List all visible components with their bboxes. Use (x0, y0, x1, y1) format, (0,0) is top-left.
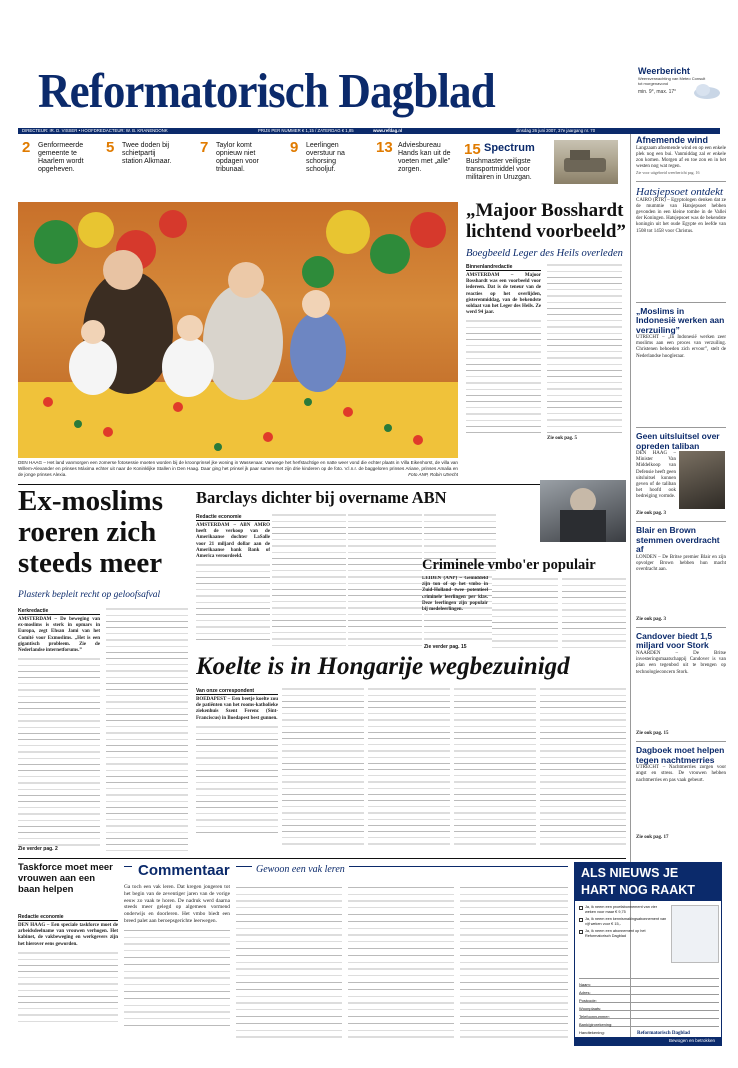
exmoslims-tag: Kerkredactie (18, 608, 100, 615)
ad-slogan-bar (575, 1037, 721, 1045)
minister-photo (679, 451, 725, 509)
spectrum-teaser[interactable] (462, 140, 618, 196)
vmbo-article (422, 576, 626, 650)
koelte-article (196, 686, 626, 850)
teaser-page-number: 2 (22, 140, 31, 156)
bosshardt-headline[interactable]: „Majoor Bosshardt lichtend voorbeeld” (466, 200, 626, 242)
ad-field[interactable] (579, 971, 719, 987)
bosshardt-body (466, 318, 541, 438)
blair-headline[interactable]: Blair en Brown stemmen overdracht af (636, 525, 720, 555)
teaser-page-number: 13 (376, 140, 393, 156)
commentaar-title: Commentaar (132, 862, 236, 880)
afnemende-wind-more: Zie voor uitgebreid weerbericht pag. 16 (636, 170, 700, 176)
spectrum-photo (554, 140, 618, 184)
bosshardt-article (466, 262, 626, 442)
dagboek-text: UTRECHT – Nachtmerries zorgen voor angst en stress. De vrouwen hebben nachtmerries en pas vaak gebeurt. (636, 765, 726, 783)
teaser-item[interactable] (196, 140, 276, 196)
weather-box (638, 66, 722, 112)
ad-field-label: Telefoonnummer: (579, 1014, 610, 1019)
teaser-page-number: 15 (464, 141, 481, 158)
ad-option-label: Ja, ik neem een abonnement op het Reformatorisch Dagblad (585, 929, 646, 938)
ad-field[interactable] (579, 1011, 719, 1027)
ad-newspaper-image (671, 905, 719, 963)
koelte-tag: Van onze correspondent (196, 688, 278, 695)
taskforce-article (18, 912, 118, 1042)
barclays-tag: Redactie economie (196, 514, 270, 521)
taliban-more: Zie ook pag. 3 (636, 511, 667, 517)
hatsjepsoet-text: CAIRO (RTR) – Egyptologen denken dat ze de mummie van Hatsjepsoet hebben gevonden in een kleine tombe in de Vallei der Koningen. Hatsjepsoet was de bekendste koningin uit het oude Egypte en leefde van 1508 tot 1458 voor Christus. (636, 197, 726, 234)
royal-family-photo (18, 202, 458, 458)
weather-temp: min. 9°, max. 17° (638, 89, 677, 95)
info-price: PRIJS PER NUMMER € 1,15 / ZATERDAG € 1,85 (258, 128, 354, 133)
koelte-headline[interactable]: Koelte is in Hongarije wegbezuinigd (196, 653, 570, 680)
exmoslims-lead: AMSTERDAM – De beweging van ex-moslims is sterk in opmars in Europa, zegt Ehsan Jami van het Comité voor Exmoslims. „Het is een gigantisch probleem. Zie de Nederlandse internetforums.” (18, 617, 100, 654)
barclays-more[interactable]: Zie verder pag. 15 (424, 644, 496, 650)
vmbo-lead: LEIDEN (ANP) – Gemiddeld zijn ton of op het vmbo in Zuid-Holland twee potentieel criminele leerlingen per klas. Deze leerlingen zijn populair bij medeleerlingen. (422, 576, 488, 613)
photo-caption-text: DEN HAAG – Het land vanmorgen een zomerse fotosessie moeten worden bij de kroonprinsel jke woning in Wassenaar. Vanwege het herfstachtige en natte weer vond die echter plaats in Villa Eikenhorst, de villa van Willem-Alexander en prinses Máxima echter uit naar de Koninklijke Stallen in Den Haag. Daar ging het prinsel jk paar samen met zijn drie kinderen op de foto. V.l.n.r. de baggeloren prinses Ariane, prinses Amalia en de jonge prinses Alexia. (18, 460, 458, 477)
teaser-text: Bushmaster veiligste transportmiddel voor militairen in Uruzgan. (466, 158, 532, 181)
taskforce-tag: Redactie economie (18, 914, 118, 921)
commentaar-article (124, 884, 568, 1042)
afnemende-wind-headline[interactable]: Afnemende wind (636, 135, 709, 145)
weather-line-2: tot morgenavond (638, 81, 669, 86)
weather-title: Weerbericht (638, 66, 690, 76)
ad-field[interactable] (579, 995, 719, 1011)
teaser-text: Twee doden bij schietpartij station Alkmaar. (122, 142, 172, 165)
teaser-bar (18, 140, 618, 200)
masthead-title: Reformatorisch Dagblad (38, 63, 495, 118)
ad-field-label: Handtekening: (579, 1030, 605, 1035)
ad-field-label: Postcode: (579, 998, 597, 1003)
exmoslims-subheadline: Plasterk bepleit recht op geloofsafval (18, 590, 161, 600)
candover-headline[interactable]: Candover biedt 1,5 miljard voor Stork (636, 630, 713, 651)
ad-option-label: Ja, ik neem een proefabonnement van vier weken voor maar € 9,75 (585, 905, 657, 914)
taskforce-headline[interactable]: Taskforce moet meer vrouwen aan een baan helpen (18, 862, 113, 895)
exmoslims-headline[interactable]: Ex-moslims roeren zich steeds meer (18, 486, 163, 579)
ad-field-label: Adres: (579, 990, 591, 995)
teaser-page-number: 5 (106, 140, 115, 156)
ad-option[interactable] (579, 905, 667, 914)
ad-field-label: Naam: (579, 982, 591, 987)
teaser-text: Taylor komt opnieuw niet opdagen voor tribunaal. (216, 142, 259, 173)
photo-illustration (18, 202, 458, 458)
teaser-item[interactable] (286, 140, 366, 196)
bosshardt-lead: AMSTERDAM – Majoor Bosshardt was een voorbeeld voor iedereen. Dat is de teneur van de reacties op het overlijden, gisterenmiddag, van de bekendste soldaat van het Leger des Heils. Ze werd 94 jaar. (466, 273, 541, 316)
ad-field[interactable] (579, 1003, 719, 1019)
subscription-ad (574, 862, 722, 1046)
ad-slogan: Bewogen en betrokken (668, 1038, 715, 1043)
commentaar-lead: Ga toch een vak leren. Dat kregen jongeren tot het begin van de zeventiger jaren van de vorige eeuw zo vaak te horen. De nadruk werd daarna steeds meer gelegd op algemeen vormend onderwijs en doorleren. Het vmbo biedt een breed palet aan beroepsgerichte leerwegen. (124, 884, 230, 924)
dagboek-headline[interactable]: Dagboek moet helpen tegen nachtmerries (636, 745, 725, 765)
moslims-headline[interactable]: „Moslims in Indonesië werken aan verzuiling” (636, 305, 725, 335)
taskforce-lead: DEN HAAG – Een speciale taskforce moet de arbeidsdeelname van vrouwen verhogen. Het kabinet, de vakbeweging en werkgevers zijn het hierover eens geworden. (18, 923, 118, 947)
exmoslims-body-col2 (106, 606, 188, 852)
teaser-item[interactable] (18, 140, 93, 196)
exmoslims-more[interactable]: Zie verder pag. 2 (18, 846, 58, 853)
teaser-page-number: 9 (290, 140, 299, 156)
bosshardt-more[interactable]: Zie ook pag. 5 (547, 436, 622, 442)
checkbox[interactable] (579, 906, 583, 910)
taliban-text: DEN HAAG – Minister Van Middelkoop van Defensie heeft geen uitsluitsel kunnen geven of de taliban het hoofd ook bedreiging vormde. (636, 451, 676, 500)
dagboek-more: Zie ook pag. 17 (636, 835, 669, 841)
info-date: dinsdag 26 juni 2007, 37e jaargang nr. 70 (516, 128, 596, 133)
teaser-text: Genformeerde gemeente te Haarlem wordt opgeheven. (38, 142, 84, 173)
info-web[interactable]: www.refdag.nl (373, 128, 403, 133)
ad-option[interactable] (579, 917, 667, 926)
ad-field[interactable] (579, 979, 719, 995)
blair-more: Zie ook pag. 3 (636, 616, 667, 622)
barclays-headline[interactable]: Barclays dichter bij overname ABN (196, 488, 447, 507)
checkbox[interactable] (579, 930, 583, 934)
teaser-text: Adviesbureau Hands kan uit de voeten met „alle” zorgen. (398, 142, 451, 173)
candover-more: Zie ook pag. 15 (636, 730, 669, 736)
ad-title: ALS NIEUWS JE HART NOG RAAKT (575, 863, 721, 901)
barclays-lead: AMSTERDAM – ABN AMRO heeft de verkoop van de Amerikaanse dochter LaSalle voor 21 miljard dollar aan de Amerikaanse bank Bank of America veroordeeld. (196, 523, 270, 560)
teaser-item[interactable] (102, 140, 177, 196)
ad-option-label: Ja, ik neem een kennismakingsabonnement van vijf weken voor € 15,- (585, 917, 667, 926)
bosshardt-subheadline: Boegbeeld Leger des Heils overleden (466, 248, 623, 259)
blair-text: LONDEN – De Britse premier Blair en zijn opvolger Brown hebben hun macht overdracht aan. (636, 554, 726, 573)
exmoslims-article (18, 606, 188, 858)
spectrum-label: Spectrum (484, 142, 535, 154)
hatsjepsoet-headline[interactable]: Hatsjepsoet ontdekt (636, 185, 724, 198)
ad-field-label: Woonplaats: (579, 1006, 602, 1011)
teaser-page-number: 7 (200, 140, 209, 156)
vmbo-headline[interactable]: Criminele vmbo'er populair (422, 557, 596, 573)
ad-brand: Reformatorisch Dagblad (637, 1031, 690, 1036)
weather-line-1: Weersverwachting van Meteo Consult (638, 76, 706, 81)
photo-caption (18, 460, 458, 482)
exmoslims-body (18, 656, 100, 846)
photo-credit: Foto ANP, Robin Utrecht (408, 471, 458, 477)
ad-field-label: Bank/girorekening: (579, 1022, 613, 1027)
prostitution-photo (540, 480, 626, 542)
taliban-headline[interactable]: Geen uitsluitsel over opreden taliban (636, 431, 720, 451)
afnemende-wind-text: Langzaam afnemende wind en op een enkele plek nog een bui. Vanmiddag zal er enkele zon komen. Morgen af en toe zon en in het westen nog wat regen. (636, 145, 726, 170)
koelte-lead: BOEDAPEST – Een beetje koelte zou de patiënten van het rooms-katholieke ziekenhuis Szent Ferenc (Sint-Franciscus) in Boedapest best gunnen. (196, 697, 278, 721)
teaser-item[interactable] (374, 140, 454, 196)
candover-text: NAARDEN – De Britse investeringsmaatschappij Candover is van plan een tegenbod uit te brengen op technologieconcern Stork. (636, 650, 726, 675)
ad-option[interactable] (579, 929, 667, 938)
cloud-icon (692, 82, 722, 100)
moslims-text: UTRECHT – „In Indonesië werken zeer moslims aan een proces van verzuiling. Christenen behoeden zich ervoor”, stelt de Nederlandse hoogleraar. (636, 335, 726, 359)
info-directors: DIRECTEUR: IR. D. VISSER • HOOFDREDACTEUR: W. B. KRANENDONK (22, 128, 168, 133)
teaser-text: Leerlingen overstuur na schorsing schooljuf. (306, 142, 345, 173)
bosshardt-body-col2 (547, 262, 622, 442)
commentaar-subtitle: Gewoon een vak leren (252, 864, 349, 875)
info-bar (18, 128, 720, 134)
bosshardt-tag: Binnenlandredactie (466, 264, 541, 271)
commentaar-header (124, 862, 568, 880)
ad-field[interactable] (579, 987, 719, 1003)
checkbox[interactable] (579, 918, 583, 922)
